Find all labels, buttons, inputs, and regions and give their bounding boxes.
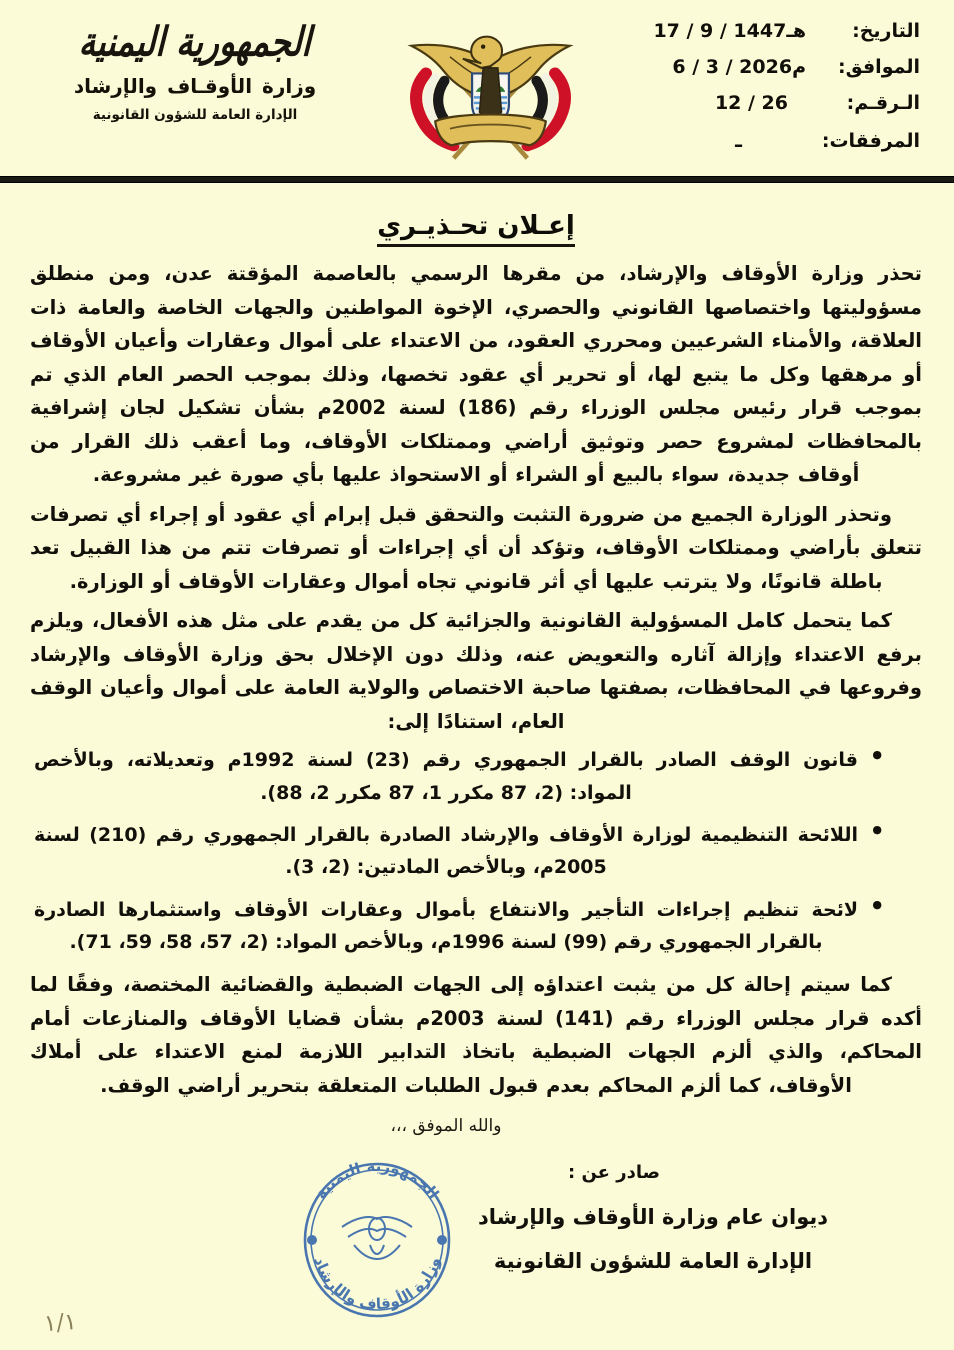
meta-value-date: 17 / 9 / 1447هـ [653,20,806,42]
meta-label-attachments: المرفقات: [821,130,920,152]
list-item: ● لائحة تنظيم إجراءات التأجير والانتفاع بأموال وعقارات الأوقاف واستثمارها الصادرة بالقرار الجمهوري رقم (99) لسنة 1996م، وبالأخص المواد: (2، 57، 58، 59، 71). [34,894,882,959]
list-item: ● اللائحة التنظيمية لوزارة الأوقاف والإرشاد الصادرة بالقرار الجمهوري رقم (210) لسنة 2005م، وبالأخص المادتين: (2، 3). [34,819,882,884]
meta-label-date: التاريخ: [852,20,920,42]
meta-value-attachments: ـ [735,128,742,152]
header-divider-rule [0,176,954,183]
meta-row-date [620,20,920,42]
signature-department-line: الإدارة العامة للشؤون القانونية [493,1249,813,1274]
document-body [0,183,954,1273]
department-name: الإدارة العامة للشؤون القانونية [92,107,298,124]
meta-value-number: 12 / 26 [714,92,788,114]
republic-calligraphy-title: الجمهورية اليمنية [77,17,313,66]
issued-by-label: صادر عن : [568,1162,660,1184]
legal-references-list [30,744,922,958]
closing-phrase: والله الموفق ،،، [390,1116,502,1137]
ministry-name: وزارة الأوقـاف والإرشاد [73,74,317,99]
ministry-identity-block [30,14,360,123]
signature-office-line: ديوان عام وزارة الأوقاف والإرشاد [477,1205,829,1230]
meta-value-gregorian: 6 / 3 / 2026م [672,56,806,78]
signature-block [418,1162,922,1273]
page-number: ١/١ [43,1308,78,1338]
document-meta-block [620,14,920,166]
paragraph-1: تحذر وزارة الأوقاف والإرشاد، من مقرها الرسمي بالعاصمة المؤقتة عدن، ومن منطلق مسؤوليتها واختصاصها القانوني والحصري، الإخوة المواطنين والجهات الخاصة والعامة ذات العلاقة، والأمناء الشرعيين ومحرري العقود، من الاعتداء على أموال وعقارات وأعيان الأوقاف أو مرهقها وكل ما يتبع لها، أو تحرير أي عقود تخصها، وذلك بموجب الحصر العام الذي تم بموجب قرار رئيس مجلس الوزراء رقم (186) لسنة 2002م بشأن تشكيل لجان إشرافية بالمحافظات لمشروع حصر وتوثيق أراضي وممتلكات الأوقاف، وما أعقب ذلك القرار من أوقاف جديدة، سواء بالبيع أو الشراء أو الاستحواذ عليها بأي صورة غير مشروعة. [30,262,922,487]
meta-row-number [620,92,920,114]
svg-text:وزارة الأوقاف والإرشاد: وزارة الأوقاف والإرشاد [310,1254,444,1314]
paragraph-3: كما يتحمل كامل المسؤولية القانونية والجزائية كل من يقدم على مثل هذه الأفعال، ويلزم برفع الاعتداء وإزالة آثاره والتعويض عنه، وذلك دون الإخلال بحق وزارة الأوقاف والإرشاد وفروعها في المحافظات، بصفتها صاحبة الاختصاص والولاية العامة على أموال وأعيان الوقف العام، استنادًا إلى: [30,609,922,733]
meta-label-number: الـرقـم: [846,92,920,114]
meta-row-attachments [620,128,920,152]
yemen-eagle-emblem-icon [398,20,583,172]
meta-row-gregorian [620,56,920,78]
document-header [0,0,954,172]
paragraph-closing: كما سيتم إحالة كل من يثبت اعتداؤه إلى الجهات الضبطية والقضائية المختصة، وفقًا لما أكده قرار مجلس الوزراء رقم (141) لسنة 2003م بشأن قضايا الأوقاف والمنازعات أمام المحاكم، والذي ألزم الجهات الضبطية باتخاذ التدابير اللازمة لمنع الاعتداء على أملاك الأوقاف، كما ألزم المحاكم بعدم قبول الطلبات المتعلقة بتحرير أراضي الوقف. [30,973,922,1097]
emblem-container [388,14,593,172]
svg-text:الجمهورية اليمنية: الجمهورية اليمنية [311,1156,443,1203]
page-title-text: إعـلان تحـذيـري [377,211,575,247]
paragraph-2: وتحذر الوزارة الجميع من ضرورة التثبت والتحقق قبل إبرام أي عقود أو إجراء أي تصرفات تتعلق بأراضي وممتلكات الأوقاف، وتؤكد أن أي إجراءات أو تصرفات تتم من هذا القبيل تعد باطلة قانونًا، ولا يترتب عليها أي أثر قانوني تجاه أموال وعقارات الأوقاف أو الوزارة. [30,502,922,593]
page-title [30,211,922,241]
meta-label-gregorian: الموافق: [838,56,920,78]
list-item: ● قانون الوقف الصادر بالقرار الجمهوري رقم (23) لسنة 1992م وتعديلاته، وبالأخص المواد: (2، 87 مكرر 1، 87 مكرر 2، 88). [34,744,882,809]
